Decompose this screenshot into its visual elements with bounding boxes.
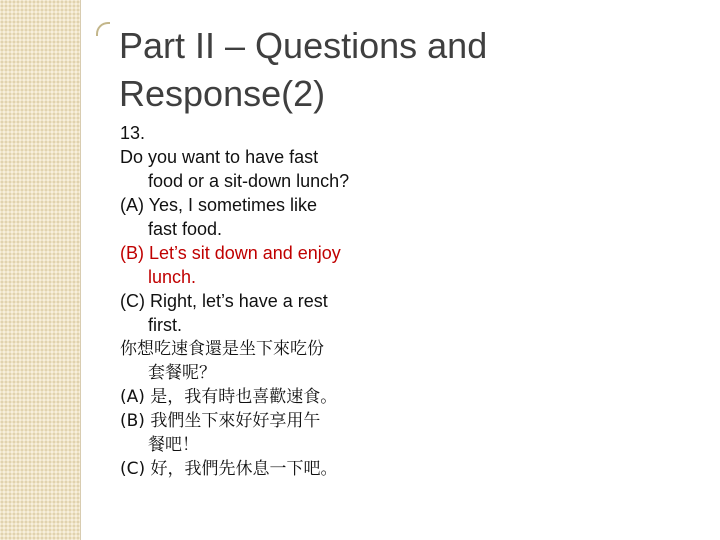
question-chinese: 你想吃速食還是坐下來吃份 套餐呢？ — [120, 339, 324, 383]
slide-title: Part II – Questions and Response(2) — [119, 25, 488, 114]
decorative-side-band — [0, 0, 80, 540]
option-b-english-answer: (B) Let’s sit down and enjoy lunch. — [120, 243, 341, 287]
option-c-chinese: (C) 好，我們先休息一下吧。 — [120, 459, 338, 479]
question-number: 13. — [120, 123, 146, 143]
question-english: Do you want to have fast food or a sit-down lunch? — [120, 147, 350, 191]
slide-body — [120, 121, 420, 481]
option-c-english: (C) Right, let’s have a rest first. — [120, 291, 328, 335]
option-b-chinese: (B) 我們坐下來好好享用午 餐吧！ — [120, 411, 321, 455]
title-bracket-decoration — [96, 22, 110, 36]
option-a-chinese: (A) 是，我有時也喜歡速食。 — [120, 387, 338, 407]
option-a-english: (A) Yes, I sometimes like fast food. — [120, 195, 318, 239]
side-divider — [80, 0, 81, 540]
